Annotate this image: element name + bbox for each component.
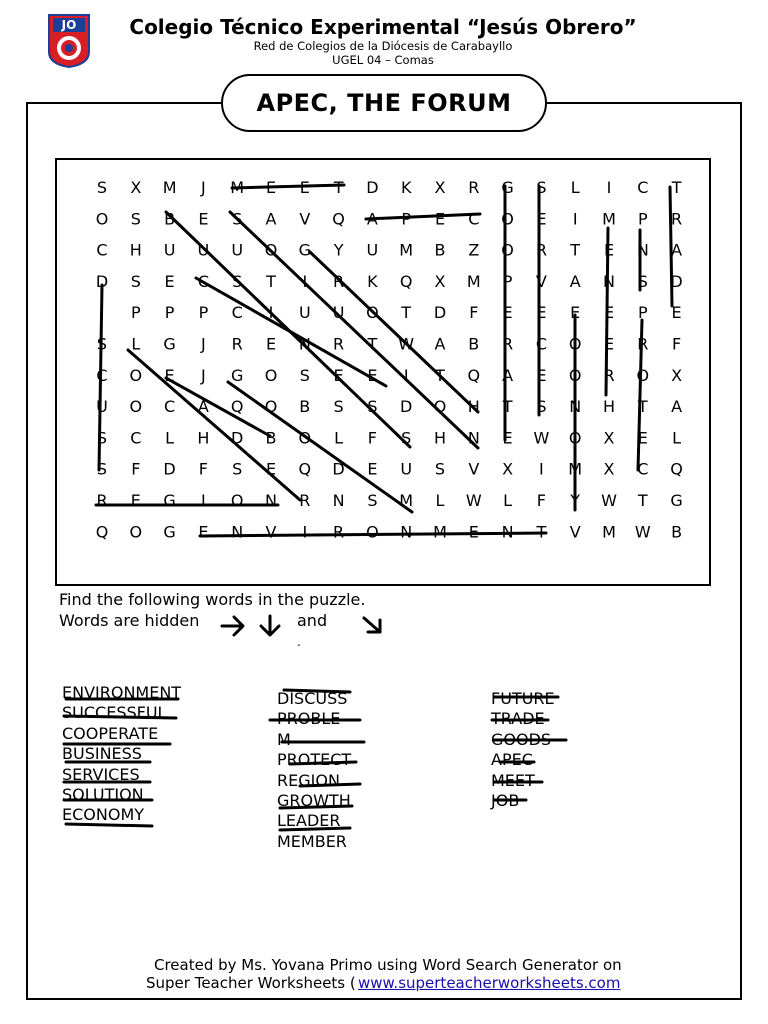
- word-item: REGION: [277, 770, 340, 790]
- grid-letter: A: [434, 334, 446, 354]
- word-item: FUTURE: [491, 689, 555, 708]
- grid-letter: D: [670, 271, 683, 291]
- grid-letter: H: [197, 428, 210, 448]
- grid-letter: U: [96, 397, 108, 417]
- grid-letter: P: [637, 209, 648, 229]
- grid-letter: S: [367, 397, 378, 417]
- grid-letter: E: [265, 459, 277, 479]
- grid-letter: L: [435, 491, 445, 510]
- grid-letter: B: [265, 428, 277, 448]
- credit-line: Created by Ms. Yovana Primo using Word Search Generator on: [154, 956, 622, 974]
- grid-letter: D: [231, 428, 244, 448]
- school-network: Red de Colegios de la Diócesis de Carabayllo: [253, 39, 513, 53]
- grid-letter: O: [264, 240, 278, 260]
- grid-letter: C: [164, 397, 176, 417]
- grid-letter: G: [230, 365, 244, 385]
- grid-letter: F: [131, 459, 141, 479]
- grid-letter: U: [400, 459, 413, 479]
- grid-letter: J: [201, 334, 206, 354]
- grid-letter: K: [400, 178, 412, 197]
- school-logo: [48, 14, 90, 68]
- grid-letter: O: [568, 334, 582, 354]
- grid-letter: R: [637, 334, 649, 354]
- grid-letter: O: [129, 397, 143, 417]
- grid-letter: N: [400, 522, 413, 542]
- grid-letter: I: [201, 491, 206, 510]
- grid-letter: H: [602, 397, 616, 417]
- grid-letter: S: [96, 178, 108, 197]
- grid-letter: A: [197, 397, 209, 417]
- word-item: GROWTH: [277, 790, 351, 810]
- grid-letter: R: [671, 209, 683, 229]
- grid-letter: S: [401, 428, 412, 448]
- grid-letter: E: [536, 209, 547, 229]
- grid-letter: T: [333, 178, 344, 197]
- grid-letter: O: [636, 365, 650, 385]
- grid-letter: W: [465, 491, 482, 510]
- grid-letter: Q: [230, 397, 244, 417]
- grid-letter: E: [502, 303, 513, 323]
- grid-letter: N: [501, 522, 514, 542]
- grid-letter: R: [333, 334, 345, 354]
- word-item: COOPERATE: [62, 723, 159, 743]
- grid-letter: D: [332, 459, 345, 479]
- grid-letter: M: [602, 209, 616, 229]
- grid-letter: C: [231, 303, 243, 323]
- grid-letter: A: [569, 271, 581, 291]
- grid-letter: E: [198, 522, 209, 542]
- grid-letter: O: [568, 365, 582, 385]
- grid-letter: M: [568, 459, 583, 479]
- worksheet-title: APEC, THE FORUM: [221, 74, 547, 132]
- grid-letter: P: [198, 303, 209, 323]
- grid-letter: Q: [95, 522, 109, 542]
- grid-letter: E: [603, 334, 615, 354]
- grid-letter: R: [231, 334, 243, 354]
- word-item: BUSINESS: [62, 744, 142, 764]
- grid-letter: R: [96, 491, 108, 510]
- school-name: Colegio Técnico Experimental “Jesús Obrero”: [129, 15, 637, 39]
- grid-letter: L: [672, 428, 682, 448]
- grid-letter: R: [333, 522, 345, 542]
- grid-letter: T: [435, 365, 445, 385]
- grid-letter: I: [268, 303, 274, 323]
- grid-letter: R: [502, 334, 514, 354]
- word-item: LEADER: [277, 811, 341, 831]
- grid-letter: G: [163, 334, 176, 354]
- grid-letter: T: [367, 334, 378, 354]
- grid-letter: E: [164, 271, 175, 291]
- grid-letter: G: [298, 240, 312, 260]
- grid-letter: S: [130, 271, 141, 291]
- grid-letter: L: [334, 428, 344, 448]
- grid-letter: P: [401, 209, 412, 229]
- grid-letter: O: [568, 428, 582, 448]
- grid-letter: T: [502, 397, 513, 417]
- grid-letter: C: [130, 428, 142, 448]
- grid-letter: G: [501, 178, 514, 197]
- grid-letter: Y: [333, 240, 344, 260]
- grid-letter: O: [264, 397, 278, 417]
- grid-letter: L: [570, 178, 580, 197]
- word-item: MEMBER: [277, 831, 347, 851]
- grid-letter: S: [637, 271, 648, 291]
- grid-letter: G: [670, 491, 683, 510]
- word-list-column-1: [62, 683, 181, 826]
- word-list-column-2: [277, 689, 351, 852]
- grid-letter: Q: [670, 459, 683, 479]
- grid-letter: R: [603, 365, 615, 385]
- grid-letter: B: [164, 209, 176, 229]
- grid-letter: E: [198, 209, 209, 229]
- grid-letter: D: [366, 178, 379, 197]
- grid-letter: M: [602, 522, 616, 542]
- grid-letter: I: [539, 459, 544, 479]
- grid-letter: L: [503, 491, 513, 510]
- grid-letter: H: [467, 397, 480, 417]
- grid-letter: S: [232, 459, 243, 479]
- grid-letter: S: [299, 365, 310, 385]
- grid-letter: O: [129, 522, 143, 542]
- grid-letter: E: [468, 522, 479, 542]
- grid-letter: P: [637, 303, 648, 323]
- grid-letter: E: [536, 303, 547, 323]
- grid-letter: X: [130, 178, 142, 197]
- grid-letter: C: [637, 178, 649, 197]
- grid-letter: I: [572, 209, 578, 229]
- grid-letter: O: [366, 522, 379, 542]
- instructions-dot: .: [297, 635, 301, 649]
- grid-letter: E: [367, 365, 378, 385]
- grid-letter: C: [468, 209, 480, 229]
- grid-letter: U: [231, 240, 244, 260]
- grid-letter: M: [466, 271, 481, 291]
- puzzle-box: [55, 158, 711, 586]
- credit-link[interactable]: www.superteacherworksheets.com: [358, 974, 621, 992]
- grid-letter: J: [201, 178, 206, 197]
- grid-letter: V: [535, 271, 547, 291]
- grid-letter: C: [197, 271, 209, 291]
- grid-letter: N: [467, 428, 480, 448]
- grid-letter: F: [671, 334, 682, 354]
- grid-letter: S: [232, 271, 243, 291]
- grid-letter: E: [299, 178, 310, 197]
- grid-letter: I: [302, 522, 308, 542]
- word-item: MEET: [491, 770, 535, 790]
- grid-letter: A: [671, 240, 683, 260]
- word-item: ECONOMY: [62, 805, 145, 825]
- word-item: M: [277, 729, 291, 749]
- grid-letter: D: [433, 303, 447, 323]
- grid-letter: D: [163, 459, 176, 479]
- grid-letter: O: [501, 209, 514, 229]
- word-item: SUCCESSFUL: [62, 703, 167, 723]
- grid-letter: S: [96, 428, 108, 448]
- grid-letter: X: [671, 365, 683, 385]
- grid-letter: E: [434, 209, 446, 229]
- grid-letter: X: [434, 178, 446, 197]
- grid-letter: Z: [468, 240, 480, 260]
- grid-letter: T: [266, 271, 276, 291]
- word-item: PROBLE: [277, 709, 341, 729]
- grid-letter: S: [130, 209, 141, 229]
- grid-letter: O: [129, 365, 143, 385]
- grid-letter: E: [367, 459, 378, 479]
- grid-letter: E: [164, 365, 175, 385]
- grid-letter: M: [433, 522, 447, 542]
- grid-letter: O: [230, 491, 244, 510]
- grid-letter: T: [671, 178, 682, 197]
- grid-letter: E: [603, 240, 615, 260]
- grid-letter: X: [434, 271, 446, 291]
- grid-letter: Q: [332, 209, 345, 229]
- word-item: JOB: [491, 790, 520, 810]
- grid-letter: L: [165, 428, 175, 448]
- grid-letter: E: [130, 491, 141, 510]
- grid-letter: Q: [467, 365, 481, 385]
- grid-letter: M: [162, 178, 177, 197]
- grid-letter: K: [367, 271, 378, 291]
- grid-letter: A: [502, 365, 514, 385]
- grid-letter: X: [603, 459, 615, 479]
- grid-letter: U: [197, 240, 210, 260]
- grid-letter: S: [434, 459, 446, 479]
- grid-letter: G: [163, 522, 176, 542]
- grid-letter: E: [570, 303, 581, 323]
- grid-letter: E: [637, 428, 648, 448]
- grid-letter: V: [299, 209, 311, 229]
- grid-letter: S: [536, 178, 547, 197]
- grid-letter: O: [264, 365, 278, 385]
- grid-letter: B: [299, 397, 311, 417]
- svg-text:JO: JO: [61, 18, 77, 32]
- grid-letter: N: [636, 240, 649, 260]
- grid-letter: S: [96, 334, 108, 354]
- grid-letter: Q: [298, 459, 312, 479]
- word-item: PROTECT: [277, 750, 352, 770]
- grid-letter: F: [198, 459, 209, 479]
- grid-letter: D: [95, 271, 109, 291]
- grid-letter: O: [501, 240, 514, 260]
- grid-letter: I: [403, 365, 409, 385]
- grid-letter: E: [502, 428, 513, 448]
- grid-letter: N: [231, 522, 244, 542]
- grid-letter: F: [367, 428, 378, 448]
- grid-letter: R: [333, 271, 345, 291]
- grid-letter: X: [603, 428, 615, 448]
- grid-letter: Q: [399, 271, 413, 291]
- grid-letter: F: [469, 303, 479, 323]
- grid-letter: S: [333, 397, 344, 417]
- ugel-label: UGEL 04 – Comas: [332, 53, 434, 67]
- grid-letter: L: [131, 334, 141, 354]
- grid-letter: U: [163, 240, 176, 260]
- credit-line-prefix: Super Teacher Worksheets (: [146, 974, 356, 992]
- grid-letter: E: [536, 365, 547, 385]
- word-item: SOLUTION: [62, 784, 144, 804]
- word-item: ENVIRONMENT: [62, 683, 182, 702]
- grid-letter: W: [398, 334, 415, 354]
- word-item: SERVICES: [62, 764, 140, 784]
- word-item: TRADE: [491, 709, 545, 729]
- grid-letter: P: [130, 303, 141, 323]
- grid-letter: V: [468, 459, 480, 479]
- grid-letter: O: [366, 303, 379, 323]
- grid-letter: D: [400, 397, 413, 417]
- grid-letter: I: [606, 178, 612, 197]
- grid-letter: S: [232, 209, 243, 229]
- word-list-column-3: [491, 689, 555, 811]
- grid-letter: O: [298, 428, 312, 448]
- grid-letter: E: [265, 334, 277, 354]
- grid-letter: C: [535, 334, 547, 354]
- grid-letter: T: [637, 397, 648, 417]
- grid-letter: N: [603, 271, 615, 291]
- grid-letter: B: [434, 240, 446, 260]
- grid-letter: V: [265, 522, 277, 542]
- grid-letter: P: [502, 271, 513, 291]
- grid-letter: X: [502, 459, 514, 479]
- grid-letter: A: [671, 397, 683, 417]
- grid-letter: E: [603, 303, 615, 323]
- grid-letter: E: [333, 365, 344, 385]
- instructions-and: and: [297, 611, 328, 630]
- grid-letter: I: [302, 271, 308, 291]
- grid-letter: N: [265, 491, 277, 510]
- grid-letter: R: [535, 240, 547, 260]
- grid-letter: U: [332, 303, 345, 323]
- grid-letter: P: [164, 303, 175, 323]
- grid-letter: Y: [570, 491, 581, 510]
- grid-letter: S: [536, 397, 547, 417]
- grid-letter: M: [399, 491, 414, 510]
- grid-letter: M: [230, 178, 245, 197]
- grid-letter: T: [401, 303, 412, 323]
- grid-letter: T: [570, 240, 581, 260]
- word-item: DISCUSS: [277, 689, 348, 708]
- instructions-line1: Find the following words in the puzzle.: [59, 590, 366, 609]
- grid-letter: W: [634, 522, 651, 542]
- grid-letter: T: [536, 522, 547, 542]
- grid-letter: O: [433, 397, 447, 417]
- word-item: GOODS: [491, 729, 552, 749]
- grid-letter: N: [569, 397, 582, 417]
- grid-letter: S: [96, 459, 108, 479]
- grid-letter: I: [99, 303, 105, 323]
- instructions-line2: Words are hidden: [59, 611, 200, 630]
- grid-letter: U: [298, 303, 311, 323]
- grid-letter: E: [671, 303, 682, 323]
- grid-letter: B: [671, 522, 683, 542]
- grid-letter: T: [637, 491, 648, 510]
- grid-letter: H: [129, 240, 142, 260]
- grid-letter: B: [468, 334, 480, 354]
- grid-letter: C: [96, 365, 108, 385]
- grid-letter: N: [298, 334, 311, 354]
- grid-letter: F: [536, 491, 547, 510]
- grid-letter: O: [95, 209, 109, 229]
- grid-letter: E: [265, 178, 277, 197]
- word-item: APEC: [491, 750, 533, 770]
- grid-letter: N: [332, 491, 345, 510]
- grid-letter: C: [96, 240, 108, 260]
- grid-letter: W: [601, 491, 617, 510]
- grid-letter: J: [201, 365, 206, 385]
- grid-letter: S: [367, 491, 378, 510]
- grid-letter: V: [569, 522, 581, 542]
- grid-letter: R: [299, 491, 311, 510]
- grid-letter: W: [533, 428, 550, 448]
- grid-letter: U: [366, 240, 379, 260]
- grid-letter: M: [399, 240, 414, 260]
- grid-letter: C: [637, 459, 649, 479]
- grid-letter: H: [433, 428, 447, 448]
- grid-letter: A: [265, 209, 277, 229]
- grid-letter: A: [366, 209, 378, 229]
- grid-letter: R: [468, 178, 480, 197]
- grid-letter: G: [163, 491, 176, 510]
